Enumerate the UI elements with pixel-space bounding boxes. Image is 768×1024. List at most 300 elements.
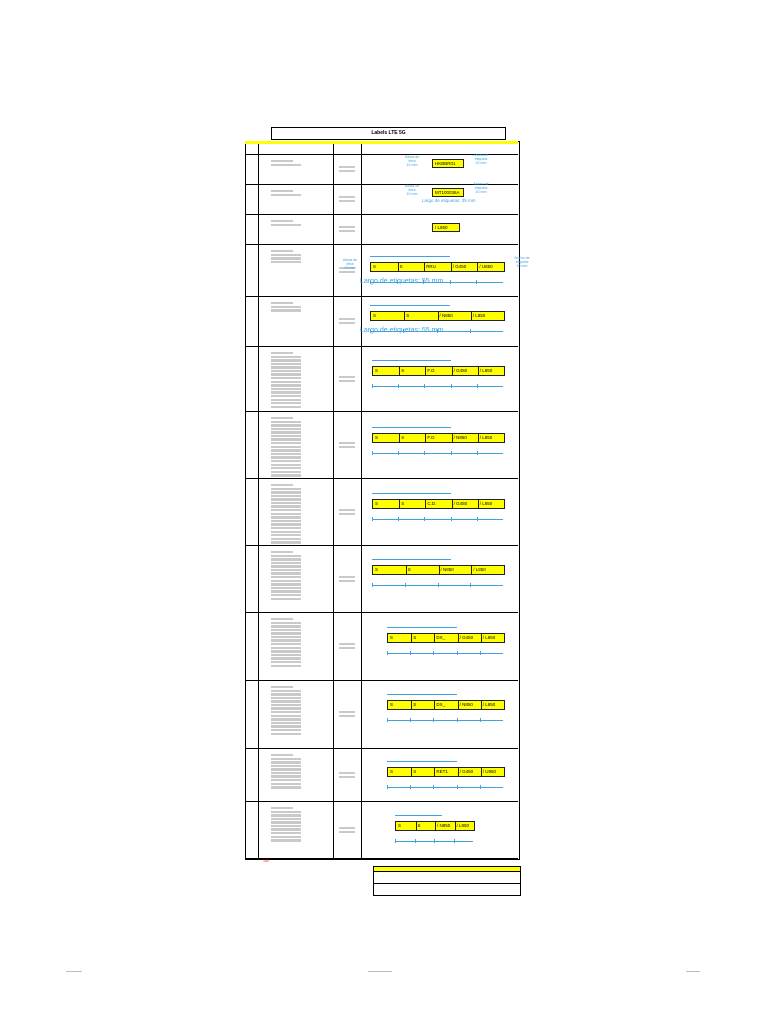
- label-width-note: Ancho de etiqueta 20 mm: [473, 153, 489, 165]
- dimension-tick: [387, 785, 388, 789]
- text-line: [271, 697, 301, 699]
- label-segment: / G450: [459, 635, 474, 640]
- text-line: [271, 464, 301, 466]
- label-segment: / L850: [479, 368, 493, 373]
- text-line: [271, 725, 301, 727]
- text-line: [271, 373, 301, 375]
- dimension-tick: [424, 451, 425, 455]
- text-line: [271, 572, 301, 574]
- label-segment: S: [373, 313, 377, 318]
- dimension-tick: [450, 280, 451, 284]
- text-line: [271, 402, 301, 404]
- text-line: [271, 446, 301, 448]
- label-tag: [395, 821, 475, 831]
- segment-divider: [452, 367, 453, 375]
- spacing-bracket: [387, 627, 457, 628]
- label-segment: C.D.: [427, 501, 437, 506]
- row-description: [271, 807, 331, 843]
- label-segment: / L850: [473, 567, 486, 572]
- text-line: [271, 460, 301, 462]
- text-line: [339, 772, 355, 774]
- text-line: [271, 654, 301, 656]
- text-line: [339, 831, 355, 833]
- footer-left: [66, 971, 82, 972]
- text-line: [271, 718, 301, 720]
- dimension-tick: [372, 583, 373, 587]
- label-tag: [387, 700, 505, 710]
- text-line: [271, 636, 301, 638]
- dimension-tick: [438, 583, 439, 587]
- label-segment: S: [406, 313, 410, 318]
- label-segment: S: [390, 702, 394, 707]
- text-line: [271, 707, 301, 709]
- notes-row: [374, 884, 520, 895]
- dimension-tick: [398, 384, 399, 388]
- text-line: [271, 428, 301, 430]
- label-tag: [432, 188, 464, 197]
- dimension-tick: [480, 785, 481, 789]
- dimension-tick: [457, 718, 458, 722]
- spacing-bracket: [372, 559, 451, 560]
- label-segment: S: [401, 435, 405, 440]
- text-line: [271, 254, 301, 256]
- text-line: [271, 523, 301, 525]
- text-line: [271, 516, 301, 518]
- text-line: [271, 775, 301, 777]
- label-tag: [372, 366, 505, 376]
- text-line: [271, 733, 301, 735]
- text-line: [271, 690, 301, 692]
- text-line: [271, 587, 301, 589]
- dimension-tick: [433, 651, 434, 655]
- dimension-tick: [470, 329, 471, 333]
- text-line: [271, 498, 301, 500]
- text-line: [271, 693, 301, 695]
- text-line: [271, 618, 293, 620]
- text-line: [271, 381, 301, 383]
- label-segment: / L850: [479, 501, 493, 506]
- dimension-tick: [434, 839, 435, 843]
- label-segment: / N850: [440, 567, 454, 572]
- text-line: [271, 704, 301, 706]
- row-description: [271, 551, 331, 601]
- text-line: [271, 828, 301, 830]
- label-segment: S: [375, 368, 379, 373]
- text-line: [271, 442, 301, 444]
- spacing-bracket: [387, 761, 457, 762]
- text-line: [271, 555, 301, 557]
- text-line: [271, 502, 301, 504]
- segment-divider: [435, 822, 436, 830]
- segment-divider: [455, 822, 456, 830]
- label-segment: S: [413, 702, 417, 707]
- text-line: [271, 811, 301, 813]
- segment-divider: [458, 768, 459, 776]
- dimension-tick: [477, 517, 478, 521]
- row-note: [339, 509, 357, 516]
- dimension-tick: [424, 384, 425, 388]
- text-line: [339, 376, 355, 378]
- text-line: [271, 495, 301, 497]
- label-segment: DX_: [436, 702, 446, 707]
- row-description: [271, 686, 331, 736]
- row-divider: [245, 680, 518, 681]
- row-divider: [245, 748, 518, 749]
- text-line: [271, 520, 301, 522]
- dimension-tick: [477, 384, 478, 388]
- label-segment: RRU: [426, 264, 436, 269]
- segment-divider: [478, 367, 479, 375]
- segment-divider: [404, 312, 405, 320]
- row-divider: [245, 801, 518, 802]
- row-note: [339, 166, 357, 173]
- label-length-note: Largo de etiquetas: 55 mm: [360, 278, 444, 285]
- row-description: [271, 220, 331, 227]
- label-tag: [372, 499, 505, 509]
- label-segment: S: [417, 823, 421, 828]
- row-note: [339, 576, 357, 583]
- segment-divider: [399, 367, 400, 375]
- dimension-tick: [395, 839, 396, 843]
- label-segment: S: [375, 501, 379, 506]
- text-line: [271, 194, 301, 196]
- segment-divider: [434, 701, 435, 709]
- label-tag: [432, 223, 460, 232]
- text-line: [271, 551, 293, 553]
- spacing-bracket: [395, 815, 442, 816]
- text-line: [271, 580, 301, 582]
- text-line: [271, 590, 301, 592]
- text-line: [271, 711, 301, 713]
- text-line: [271, 509, 301, 511]
- row-divider: [245, 545, 518, 546]
- dimension-tick: [433, 785, 434, 789]
- dimension-line: [387, 653, 503, 654]
- text-line: [339, 442, 355, 444]
- text-line: [271, 569, 301, 571]
- text-line: [271, 471, 301, 473]
- text-line: [271, 565, 301, 567]
- dimension-tick: [470, 583, 471, 587]
- text-line: [271, 527, 301, 529]
- segment-divider: [471, 312, 472, 320]
- dimension-tick: [480, 651, 481, 655]
- dimension-tick: [451, 451, 452, 455]
- segment-divider: [481, 768, 482, 776]
- text-line: [271, 768, 301, 770]
- text-line: [271, 576, 301, 578]
- dimension-tick: [410, 718, 411, 722]
- text-line: [271, 583, 301, 585]
- row-description: [271, 302, 331, 313]
- text-line: [271, 836, 301, 838]
- text-line: [271, 665, 301, 667]
- text-line: [271, 643, 301, 645]
- text-line: [271, 783, 301, 785]
- text-line: [339, 318, 355, 320]
- text-line: [271, 765, 301, 767]
- segment-divider: [406, 566, 407, 574]
- text-line: [271, 453, 301, 455]
- text-line: [271, 505, 301, 507]
- row-divider: [245, 858, 518, 859]
- text-line: [271, 754, 293, 756]
- text-line: [271, 417, 293, 419]
- label-segment: / L850: [456, 823, 470, 828]
- dimension-tick: [415, 839, 416, 843]
- text-line: [271, 467, 301, 469]
- text-line: [271, 370, 301, 372]
- label-segment: F.O.: [427, 368, 436, 373]
- segment-divider: [399, 500, 400, 508]
- row-description: [271, 250, 331, 264]
- text-line: [271, 807, 293, 809]
- text-line: [339, 166, 355, 168]
- dimension-tick: [387, 651, 388, 655]
- text-line: [339, 643, 355, 645]
- spacing-bracket: [370, 305, 450, 306]
- text-line: [271, 399, 301, 401]
- dimension-tick: [410, 785, 411, 789]
- footer-center: [368, 971, 392, 972]
- spacing-bracket: [372, 427, 451, 428]
- label-segment: S: [398, 823, 402, 828]
- footer-right: [686, 971, 700, 972]
- segment-divider: [416, 822, 417, 830]
- dimension-tick: [372, 384, 373, 388]
- segment-divider: [434, 768, 435, 776]
- text-line: [271, 594, 301, 596]
- notes-row: [374, 872, 520, 884]
- text-line: [271, 814, 301, 816]
- text-line: [271, 598, 301, 600]
- label-segment: HKBBR01: [435, 161, 456, 166]
- label-segment: DX_: [436, 635, 446, 640]
- row-note: [339, 772, 357, 779]
- row-divider: [245, 411, 518, 412]
- segment-divider: [477, 263, 478, 271]
- text-line: [271, 384, 301, 386]
- row-note: [339, 643, 357, 650]
- text-line: [271, 484, 293, 486]
- text-line: [339, 711, 355, 713]
- text-line: [271, 302, 293, 304]
- segment-divider: [425, 500, 426, 508]
- text-line: [271, 541, 301, 543]
- text-line: [271, 761, 301, 763]
- text-line: [339, 196, 355, 198]
- text-line: [271, 250, 293, 252]
- text-line: [271, 650, 301, 652]
- row-divider: [245, 346, 518, 347]
- label-segment: / L850: [479, 435, 493, 440]
- label-width-note: Ancho de etiqueta 20 mm: [514, 256, 530, 268]
- text-line: [271, 257, 301, 259]
- segment-divider: [398, 263, 399, 271]
- row-divider: [245, 612, 518, 613]
- label-segment: / G450: [452, 264, 467, 269]
- spacing-bracket: [372, 360, 451, 361]
- label-segment: / L850: [482, 702, 496, 707]
- text-line: [271, 657, 301, 659]
- dimension-tick: [454, 839, 455, 843]
- segment-divider: [478, 434, 479, 442]
- text-line: [271, 164, 301, 166]
- row-divider: [245, 244, 518, 245]
- text-line: [271, 513, 301, 515]
- text-line: [271, 625, 301, 627]
- dimension-line: [387, 787, 503, 788]
- text-line: [271, 474, 301, 476]
- row-note: [339, 318, 357, 325]
- text-line: [271, 825, 301, 827]
- row-description: [271, 754, 331, 790]
- label-segment: / U850: [482, 769, 497, 774]
- label-segment: / U850: [479, 264, 493, 269]
- segment-divider: [438, 312, 439, 320]
- label-segment: S: [375, 435, 379, 440]
- row-note: [339, 827, 357, 834]
- text-line: [339, 580, 355, 582]
- segment-divider: [481, 634, 482, 642]
- segment-divider: [411, 634, 412, 642]
- label-segment: / G450: [453, 501, 468, 506]
- row-description: [271, 417, 331, 478]
- dimension-tick: [424, 517, 425, 521]
- label-width-note: Ancho de etiqueta 20 mm: [473, 182, 489, 194]
- row-description: [271, 160, 331, 167]
- footer-number: 180: [263, 859, 269, 863]
- text-line: [339, 509, 355, 511]
- label-segment: / L850: [435, 225, 448, 230]
- label-segment: / L850: [482, 635, 496, 640]
- text-line: [271, 352, 293, 354]
- text-line: [339, 446, 355, 448]
- text-line: [271, 772, 301, 774]
- segment-divider: [411, 701, 412, 709]
- segment-divider: [458, 701, 459, 709]
- text-line: [271, 639, 301, 641]
- text-line: [271, 309, 301, 311]
- row-note: [339, 442, 357, 449]
- label-segment: / G450: [459, 769, 474, 774]
- label-segment: S: [390, 769, 394, 774]
- row-note: [339, 196, 357, 203]
- text-line: [339, 576, 355, 578]
- label-tag: [370, 311, 505, 321]
- text-line: [339, 647, 355, 649]
- text-line: [271, 190, 293, 192]
- text-line: [271, 722, 301, 724]
- segment-divider: [481, 701, 482, 709]
- row-description: [271, 352, 331, 409]
- text-line: [339, 200, 355, 202]
- text-line: [271, 786, 301, 788]
- dimension-line: [387, 720, 503, 721]
- text-line: [271, 160, 293, 162]
- dimension-tick: [457, 651, 458, 655]
- segment-divider: [399, 434, 400, 442]
- text-line: [271, 632, 301, 634]
- text-line: [271, 406, 301, 408]
- segment-divider: [411, 768, 412, 776]
- label-tag: [370, 262, 505, 272]
- text-line: [339, 827, 355, 829]
- text-line: [271, 729, 301, 731]
- label-segment: S: [375, 567, 379, 572]
- dimension-tick: [398, 451, 399, 455]
- text-line: [271, 261, 301, 263]
- dimension-line: [372, 386, 503, 387]
- text-line: [271, 224, 301, 226]
- label-segment: / G450: [453, 368, 468, 373]
- segment-divider: [451, 263, 452, 271]
- segment-divider: [439, 566, 440, 574]
- label-tag: [372, 565, 505, 575]
- label-length-note: Largo de etiquetas: 35 mm: [422, 198, 476, 203]
- text-line: [271, 758, 301, 760]
- dimension-tick: [405, 583, 406, 587]
- col-divider: [361, 144, 362, 858]
- label-tag: [432, 159, 464, 168]
- dimension-tick: [477, 451, 478, 455]
- label-segment: S: [399, 264, 403, 269]
- dimension-line: [372, 519, 503, 520]
- row-description: [271, 618, 331, 668]
- segment-divider: [425, 367, 426, 375]
- segment-divider: [425, 434, 426, 442]
- dimension-tick: [451, 517, 452, 521]
- text-line: [271, 661, 301, 663]
- spacing-bracket: [372, 493, 451, 494]
- label-segment: S: [407, 567, 411, 572]
- text-line: [271, 356, 301, 358]
- text-line: [271, 700, 301, 702]
- row-divider: [245, 296, 518, 297]
- dimension-tick: [372, 451, 373, 455]
- text-line: [271, 715, 301, 717]
- col-divider: [333, 144, 334, 858]
- label-segment: F.O.: [427, 435, 436, 440]
- label-segment: / L850: [472, 313, 486, 318]
- dimension-tick: [410, 651, 411, 655]
- text-line: [271, 456, 301, 458]
- dimension-line: [372, 453, 503, 454]
- text-line: [271, 363, 301, 365]
- text-line: [271, 491, 301, 493]
- notes-box: [373, 866, 521, 896]
- text-line: [271, 562, 301, 564]
- label-tag: [387, 633, 505, 643]
- segment-divider: [452, 434, 453, 442]
- label-segment: S: [401, 368, 405, 373]
- text-line: [271, 388, 301, 390]
- dimension-tick: [476, 280, 477, 284]
- label-segment: S: [390, 635, 394, 640]
- text-line: [271, 435, 301, 437]
- label-segment: / N850: [439, 313, 453, 318]
- spacing-bracket: [387, 694, 457, 695]
- text-line: [271, 359, 301, 361]
- text-line: [339, 380, 355, 382]
- text-line: [271, 647, 301, 649]
- text-line: [339, 776, 355, 778]
- row-note: [339, 711, 357, 718]
- segment-divider: [458, 634, 459, 642]
- dimension-tick: [433, 718, 434, 722]
- label-segment: / N850: [453, 435, 467, 440]
- col-divider: [258, 144, 259, 858]
